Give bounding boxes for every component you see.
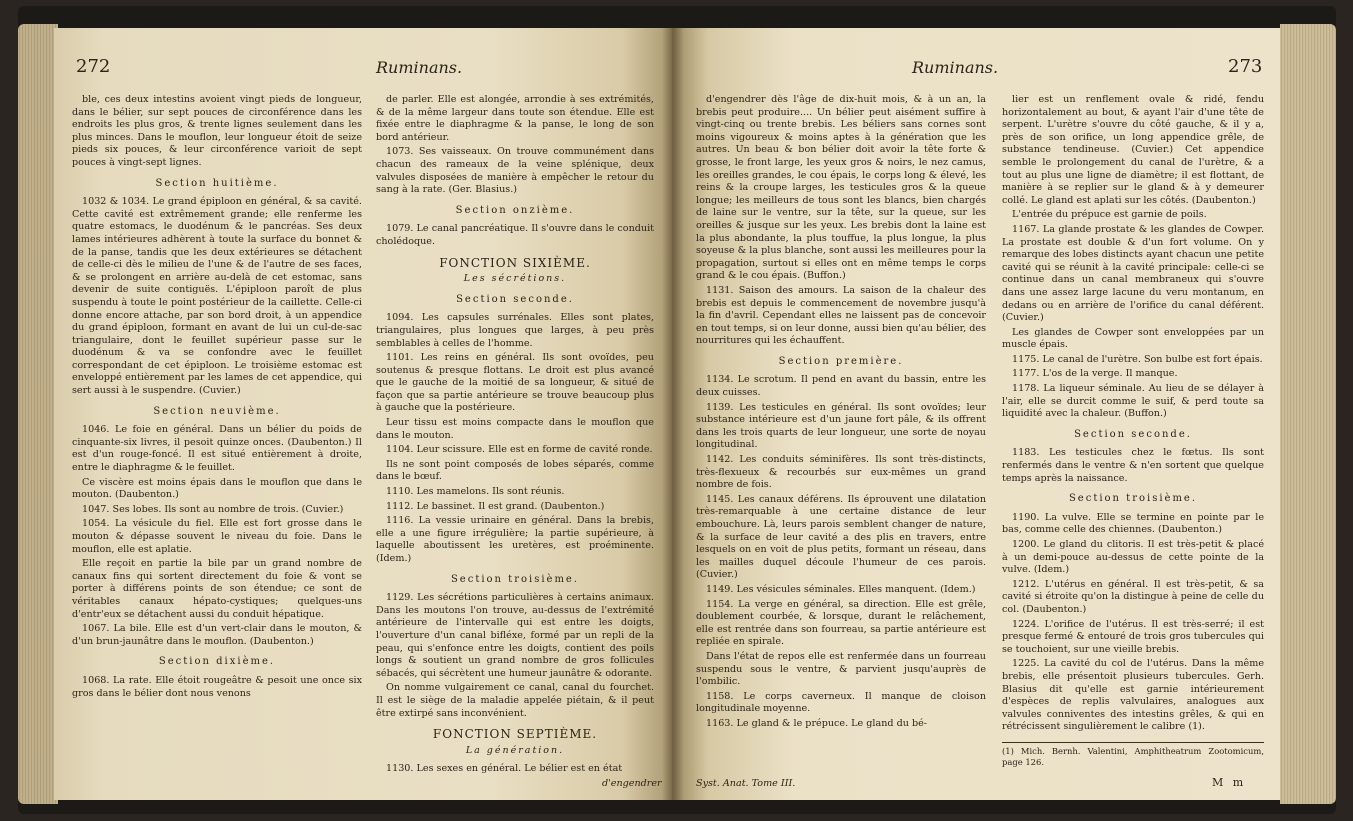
paragraph: 1110. Les mamelons. Ils sont réunis. [386,486,565,498]
left-column-2 [376,94,654,778]
paragraph: 1047. Ses lobes. Ils sont au nombre de trois. (Cuvier.) [82,503,344,515]
paragraph: L'entrée du prépuce est garnie de poils. [1012,209,1207,221]
paragraph: 1200. Le gland du clitoris. Il est très-petit & placé à un demi-pouce au-dessus de cette pointe de la vulve. (Idem.) [1002,539,1264,576]
fonction-heading: FONCTION SEPTIÈME. [432,727,598,742]
left-column-1 [72,94,362,702]
paragraph: 1134. Le scrotum. Il pend en avant du bassin, entre les deux cuisses. [696,374,986,399]
paragraph: 1154. La verge en général, sa direction. Elle est grêle, doublement courbée, & lorsque, durant le relâchement, elle est rentrée dans son fourreau, sa partie antérieure est repliée en spirale. [696,598,986,648]
paragraph: Ils ne sont point composés de lobes séparés, comme dans le bœuf. [376,458,654,483]
paragraph: 1183. Les testicules chez le fœtus. Ils sont renfermés dans le ventre & n'en sortent que quelque temps après la naissance. [1002,447,1264,484]
paragraph: Ce viscère est moins épais dans le mouflon que dans le mouton. (Daubenton.) [72,476,362,501]
subheading: Les sécrétions. [463,273,567,285]
left-page [54,28,672,800]
page-edges-right [1280,24,1336,804]
volume-signature: Syst. Anat. Tome III. [696,778,796,789]
paragraph: lier est un renflement ovale & ridé, fendu horizontalement au bout, & ayant l'air d'une tête de serpent. L'urètre s'ouvre du côté gauche, & il y a, près de son orifice, un long appendice grêle, de substance tendineuse. (Cuvier.) Cet appendice semble le prolongement du canal de l'urètre, & a tout au plus une ligne de diamètre; il est flottant, de manière à se replier sur le gland & à y demeurer collé. Le gland est aplati sur les côtés. (Daubenton.) [1002,94,1264,206]
paragraph: 1225. La cavité du col de l'utérus. Dans la même brebis, elle présentoit plusieurs tubercules. Gerh. Blasius dit qu'elle est garnie intérieurement d'espèces de replis valvulaires, analogues aux valvules conniventes des intestins grêles, & qui en rétrécissent singulièrement le calibre (1). [1002,658,1264,733]
paragraph: 1178. La liqueur séminale. Au lieu de se délayer à l'air, elle se durcit comme le suif, & perd toute sa liquidité avec la chaleur. (Buffon.) [1002,383,1264,420]
section-heading: Section troisième. [1068,493,1198,505]
paragraph: 1112. Le bassinet. Il est grand. (Daubenton.) [386,500,605,512]
paragraph: 1163. Le gland & le prépuce. Le gland du bé- [706,717,927,729]
paragraph: 1073. Ses vaisseaux. On trouve communément dans chacun des rameaux de la veine splénique, deux valvules disposées de manière à empêcher le retour du sang à la rate. (Ger. Blasius.) [376,146,654,196]
section-heading: Section neuvième. [153,405,281,417]
paragraph: Elle reçoit en partie la bile par un grand nombre de canaux fins qui sortent directement du foie & vont se porter à différens points de son étendue; ce sont de véritables canaux hépato-cystiques; quelques-uns d'entr'eux se détachent aussi du conduit hépatique. [72,558,362,620]
right-column-2 [1002,94,1264,770]
paragraph: 1116. La vessie urinaire en général. Dans la brebis, elle a une figure irrégulière; la partie supérieure, à laquelle aboutissent les uretères, est proéminente. (Idem.) [376,515,654,564]
paragraph: 1032 & 1034. Le grand épiploon en général, & sa cavité. Cette cavité est extrêmement grande; elle renferme les quatre estomacs, le duodénum & le pancréas. Ses deux lames intérieures adhèrent à toute la surface du bonnet & de la panse, tandis que les deux extérieures se détachent de celle-ci dès le milieu de l'une & de l'autre de ses faces, & se prolongent en arrière au-delà de cet estomac, sans devenir de suite contiguës. L'épiploon paroît de plus suspendu à toute le point postérieur de la caillette. Celle-ci donne encore attache, par son bord droit, à un appendice du grand épiploon, formant en avant de lui un cul-de-sac triangulaire, dont le feuillet supérieur passe sur le duodénum & va se confondre avec le feuillet correspondant de cet épiploon. Le troisième estomac est enveloppé entièrement par les lames de cet appendice, qui sert aussi à le suspendre. (Cuvier.) [72,196,362,397]
footnote: (1) Mich. Bernh. Valentini, Amphitheatrum Zootomicum, page 126. [1002,745,1264,767]
paragraph: de parler. Elle est alongée, arrondie à ses extrémités, & de la même largeur dans toute son étendue. Elle est fixée entre le diaphragme & la panse, le long de son bord antérieur. [376,94,654,143]
paragraph: 1142. Les conduits séminifères. Ils sont très-distincts, très-flexueux & recourbés sur eux-mêmes un grand nombre de fois. [696,454,986,491]
paragraph: 1046. Le foie en général. Dans un bélier du poids de cinquante-six livres, il pesoit quinze onces. (Daubenton.) Il est d'un rouge-foncé. Il est situé entièrement à droite, entre le diaphragme & le feuillet. [72,424,362,474]
page-edges-left [18,24,58,804]
paragraph: Dans l'état de repos elle est renfermée dans un fourreau suspendu sous le ventre, & parvient jusqu'auprès de l'ombilic. [696,650,986,688]
paragraph: 1129. Les sécrétions particulières à certains animaux. Dans les moutons l'on trouve, au-dessus de l'extrémité antérieure de l'intervalle qui est entre les doigts, l'ouverture d'un canal bifléxe, formé par un repli de la peau, qui s'enfonce entre les doigts, contient des poils longs & soutient un grand nombre de gros follicules sébacés, qui sécrètent une humeur jaunâtre & odorante. [376,592,654,679]
section-heading: Section onzième. [455,204,575,216]
subheading: La génération. [465,744,565,756]
paragraph: 1068. La rate. Elle étoit rougeâtre & pesoit une once six gros dans le bélier dont nous venons [72,674,362,699]
paragraph: On nomme vulgairement ce canal, canal du fourchet. Il est le siège de la maladie appelée piétain, & il peut être extirpé sans inconvénient. [376,682,654,719]
right-page-number: 273 [1228,56,1263,77]
paragraph: ble, ces deux intestins avoient vingt pieds de longueur, dans le bélier, sur sept pouces de circonférence dans les endroits les plus gros, & trente lignes seulement dans les plus minces. Dans le mouflon, leur longueur étoit de seize pieds six pouces, & leur circonférence varioit de sept pouces à vingt-sept lignes. [72,94,362,168]
left-running-head: Ruminans. [376,58,463,77]
left-catchword: d'engendrer [602,778,662,789]
section-heading: Section seconde. [456,293,574,305]
paragraph: 1145. Les canaux déférens. Ils éprouvent une dilatation très-remarquable à une certaine distance de leur embouchure. Là, leurs parois semblent changer de nature, & la surface de leur cavité a des plis en travers, entre lesquels on en voit de plus petits, formant un réseau, dans les mailles duquel découle l'humeur de ces parois. (Cuvier.) [696,493,986,581]
footnote-rule [1002,742,1264,743]
paragraph: 1094. Les capsules surrénales. Elles sont plates, triangulaires, plus longues que larges, à peu près semblables à celles de l'homme. [376,312,654,349]
paragraph: 1167. La glande prostate & les glandes de Cowper. La prostate est double & d'un fort volume. On y remarque des lobes distincts ayant chacun une petite cavité qui se réunit à la cavité principale: celle-ci se continue dans un canal membraneux qui s'ouvre dans une assez large lacune du veru montanum, en dedans ou en arrière de l'orifice du canal déférent. (Cuvier.) [1002,223,1264,324]
left-page-number: 272 [76,56,111,77]
section-heading: Section huitième. [155,177,279,189]
paragraph: 1190. La vulve. Elle se termine en pointe par le bas, comme celle des chiennes. (Daubenton.) [1002,511,1264,536]
paragraph: 1054. La vésicule du fiel. Elle est fort grosse dans le mouton & dépasse souvent le niveau du foie. Dans le mouflon, elle est aplatie. [72,518,362,555]
paragraph: 1212. L'utérus en général. Il est très-petit, & sa cavité si étroite qu'on la distingue à peine de celle du col. (Daubenton.) [1002,578,1264,615]
paragraph: Leur tissu est moins compacte dans le mouflon que dans le mouton. [376,417,654,441]
section-heading: Section première. [778,355,904,367]
right-page [672,28,1280,800]
paragraph: 1131. Saison des amours. La saison de la chaleur des brebis est depuis le commencement de novembre jusqu'à la fin d'avril. Cependant elles ne laissent pas de concevoir en tout temps, si on leur donne, aussi bien qu'au bélier, des nourritures qui les échauffent. [696,284,986,347]
paragraph: 1067. La bile. Elle est d'un vert-clair dans le mouton, & d'un brun-jaunâtre dans le mouflon. (Daubenton.) [72,623,362,647]
paragraph: d'engendrer dès l'âge de dix-huit mois, & à un an, la brebis peut produire.... Un bélier peut aisément suffire à vingt-cinq ou trente brebis. Les béliers sans cornes sont moins vigoureux & moins aptes à la génération que les autres. Un beau & bon bélier doit avoir la tête forte & grosse, le front large, les yeux gros & noirs, le nez camus, les oreilles grandes, le cou épais, le corps long & élevé, les reins & la croupe larges, les testicules gros & la queue longue; les meilleurs de tous sont les blancs, bien chargés de laine sur le ventre, sur la tête, sur la queue, sur les oreilles & jusque sur les yeux. Les brebis dont la laine est la plus abondante, la plus touffue, la plus longue, la plus soyeuse & la plus blanche, sont aussi les meilleures pour la propagation, surtout si elles ont en même temps le corps grand & le cou épais. (Buffon.) [696,94,986,282]
fonction-heading: FONCTION SIXIÈME. [439,255,591,270]
right-column-1 [696,94,986,733]
paragraph: 1149. Les vésicules séminales. Elles manquent. (Idem.) [706,583,976,595]
paragraph: 1101. Les reins en général. Ils sont ovoïdes, peu soutenus & presque flottans. Le droit est plus avancé que le gauche de la moitié de sa longueur, & situé de façon que sa partie antérieure se trouve beaucoup plus à gauche que la postérieure. [376,352,654,414]
paragraph: Les glandes de Cowper sont enveloppées par un muscle épais. [1002,326,1264,351]
right-running-head: Ruminans. [912,58,999,77]
paragraph: 1175. Le canal de l'urètre. Son bulbe est fort épais. [1012,353,1263,365]
signature-mark: M m [1212,776,1247,789]
paragraph: 1139. Les testicules en général. Ils sont ovoïdes; leur substance intérieure est d'un jaune fort pâle, & ils offrent dans les trois quarts de leur longueur, une sorte de noyau longitudinal. [696,401,986,451]
paragraph: 1224. L'orifice de l'utérus. Il est très-serré; il est presque fermé & entouré de trois gros tubercules qui se touchoient, sur une vieille brebis. [1002,618,1264,655]
paragraph: 1104. Leur scissure. Elle est en forme de cavité ronde. [386,444,653,456]
paragraph: 1177. L'os de la verge. Il manque. [1012,368,1178,380]
paragraph: 1158. Le corps caverneux. Il manque de cloison longitudinale moyenne. [696,690,986,715]
paragraph: 1130. Les sexes en général. Le bélier est en état [386,763,623,775]
section-heading: Section seconde. [1074,428,1192,440]
open-book [18,6,1336,814]
section-heading: Section dixième. [158,656,276,668]
section-heading: Section troisième. [450,573,580,585]
paragraph: 1079. Le canal pancréatique. Il s'ouvre dans le conduit cholédoque. [376,223,654,247]
